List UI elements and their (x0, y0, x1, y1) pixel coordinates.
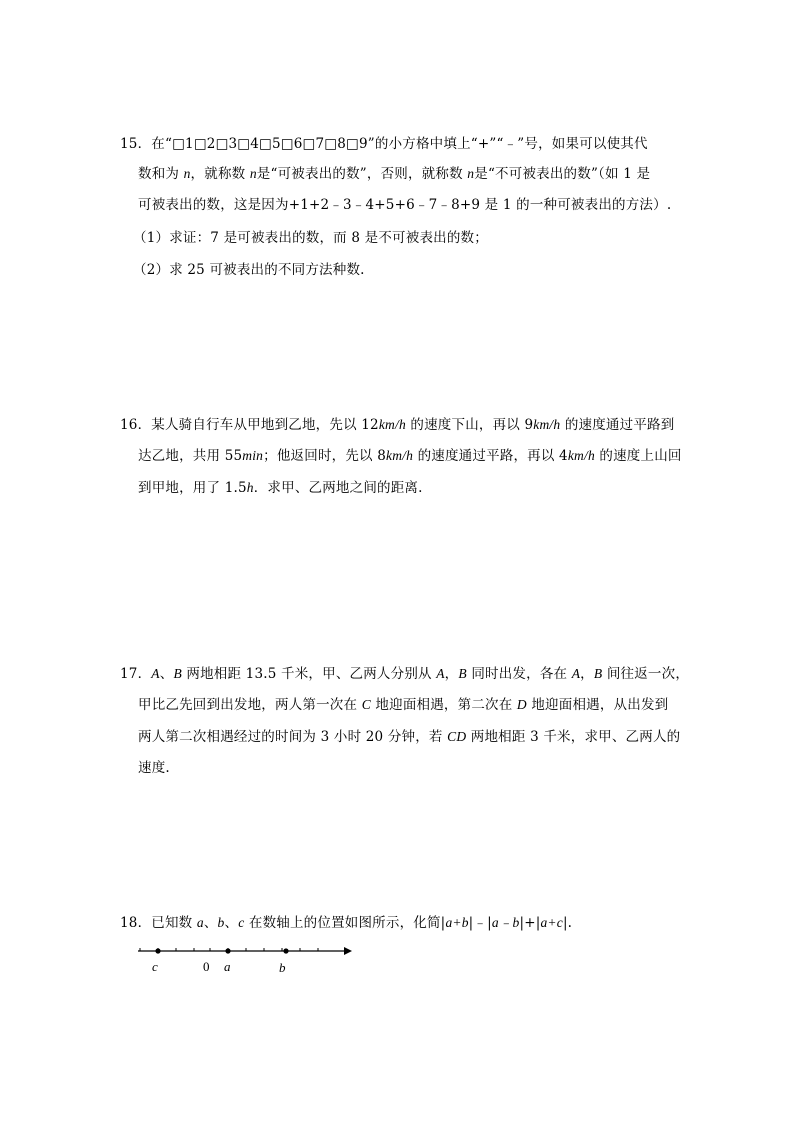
q15-part-1: （1）求证：7 是可被表出的数，而 8 是不可被表出的数； (133, 230, 488, 246)
label-a: a (224, 959, 231, 974)
q17-line-4: 速度. (138, 760, 170, 776)
q15-line-2: 数和为 n，就称数 n是“可被表出的数”，否则，就称数 n是“不可被表出的数”（如 1 是 (138, 166, 651, 182)
label-b: b (279, 960, 286, 975)
q17-line-3: 两人第二次相遇经过的时间为 3 小时 20 分钟，若 CD 两地相距 3 千米，求甲、乙两人的 (138, 729, 681, 745)
q15-line-1: 15．在“□1□2□3□4□5□6□7□8□9”的小方格中填上“+”“﹣”号，如果可以使其代 (120, 136, 648, 152)
q16-line-1: 16．某人骑自行车从甲地到乙地，先以 12km/h 的速度下山，再以 9km/h 的速度通过平路到 (120, 417, 675, 433)
q16-line-3: 到甲地，用了 1.5h．求甲、乙两地之间的距离. (138, 480, 423, 496)
q18-line-1: 18．已知数 a、b、c 在数轴上的位置如图所示，化简|a+b|﹣|a﹣b|+|a+c|. (120, 915, 573, 931)
label-c: c (152, 959, 158, 974)
number-line-figure (136, 940, 356, 980)
q16-line-2: 达乙地，共用 55min；他返回时，先以 8km/h 的速度通过平路，再以 4km/h 的速度上山回 (138, 448, 682, 464)
q15-line-3: 可被表出的数，这是因为+1+2﹣3﹣4+5+6﹣7﹣8+9 是 1 的一种可被表出的方法）. (138, 197, 672, 213)
label-zero: 0 (203, 959, 210, 974)
q17-line-2: 甲比乙先回到出发地，两人第一次在 C 地迎面相遇，第二次在 D 地迎面相遇，从出发到 (138, 697, 669, 713)
q17-line-1: 17．A、B 两地相距 13.5 千米，甲、乙两人分别从 A，B 同时出发，各在 A，B 间往返一次， (120, 666, 690, 682)
number-line-svg (136, 940, 356, 980)
point-a (225, 948, 230, 953)
point-c (155, 948, 160, 953)
point-b (283, 948, 288, 953)
axis-arrow (344, 947, 352, 955)
q15-part-2: （2）求 25 可被表出的不同方法种数. (133, 262, 365, 278)
